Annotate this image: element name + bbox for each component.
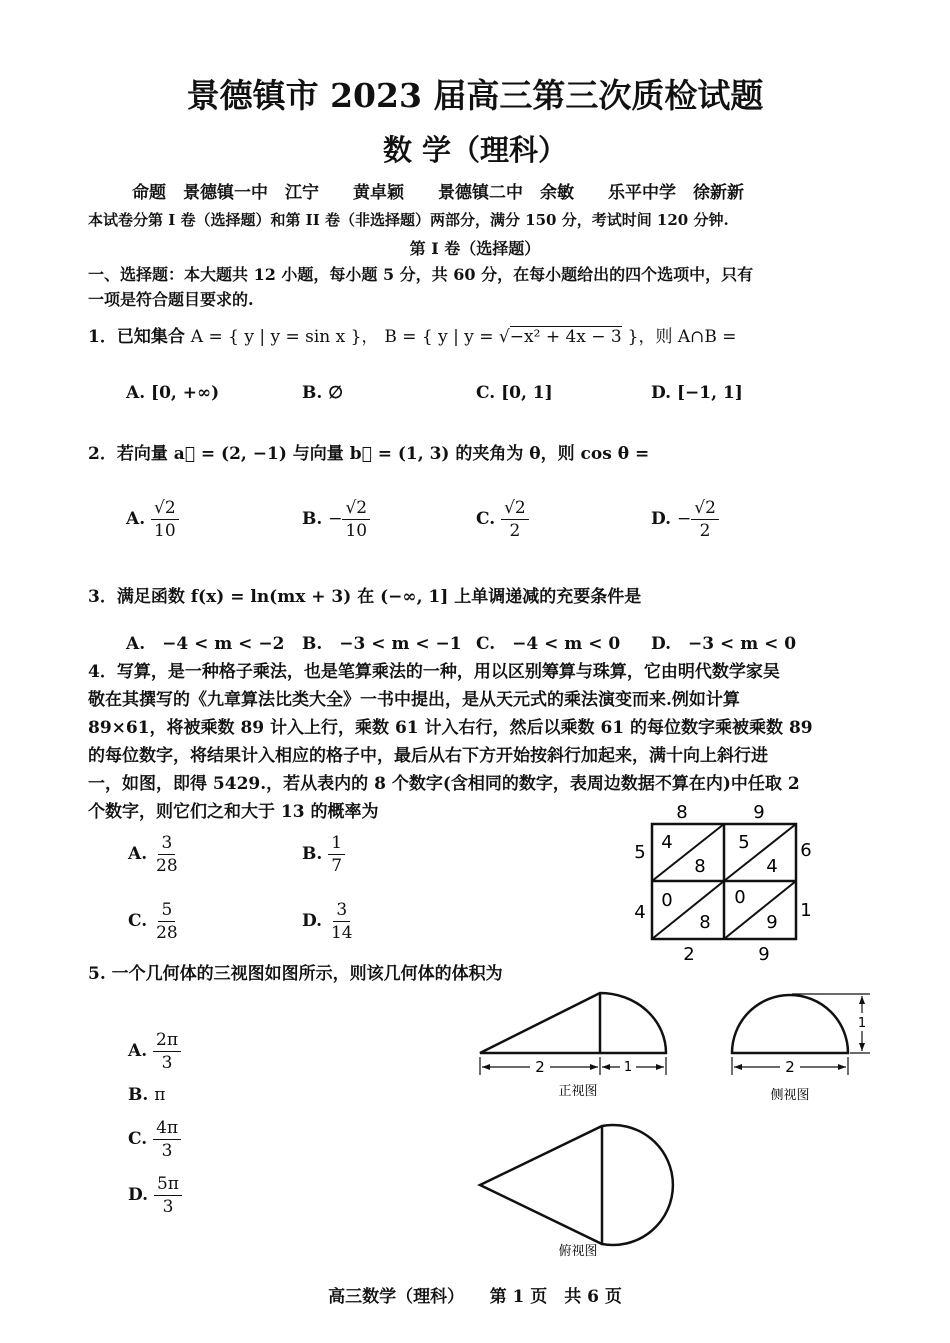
grid-cell-digit: 5: [738, 832, 750, 853]
q3-option-c: C. −4 < m < 0: [476, 634, 621, 654]
q1-set-b-radicand: −x² + 4x − 3: [509, 327, 622, 347]
grid-top-digit: 9: [753, 802, 765, 823]
grid-cell-digit: 8: [699, 912, 711, 933]
grid-cell-digit: 4: [766, 856, 778, 877]
front-view-label: 正视图: [558, 1084, 598, 1099]
grid-diagonal: [724, 824, 796, 881]
q1-stem: [88, 326, 737, 348]
q4-option-b: B. $\frac{1}{7}$: [302, 833, 345, 876]
side-dim-height: 1: [857, 1016, 867, 1031]
page-footer: 高三数学（理科） 第 1 页 共 6 页: [328, 1287, 622, 1307]
front-view-outline: [480, 993, 666, 1053]
grid-right-digit: 6: [800, 840, 812, 861]
grid-top-digit: 8: [676, 802, 688, 823]
grid-bottom-digit: 2: [683, 944, 695, 965]
q2-option-b: B. − $\frac{√2}{10}$: [302, 498, 370, 541]
q4-option-a-fraction: $\frac{3}{28}$: [156, 833, 178, 876]
q5-option-c: C. $\frac{4\pi}{3}$: [128, 1118, 181, 1161]
q4-line-6: 个数字，则它们之和大于 13 的概率为: [88, 802, 379, 822]
q2-option-d-fraction: $\frac{√2}{2}$: [691, 498, 719, 541]
q5-option-d-fraction: $\frac{5\pi}{3}$: [154, 1174, 182, 1217]
q4-option-a: A. $\frac{3}{28}$: [128, 833, 181, 876]
q1-option-a: A. [0, +∞): [126, 383, 220, 403]
front-dim-2: 2: [535, 1058, 545, 1076]
q5-option-a: A. $\frac{2\pi}{3}$: [128, 1030, 181, 1073]
q1-option-d: D. [−1, 1]: [651, 383, 743, 403]
side-view-semicircle: [732, 995, 848, 1053]
q2-option-a-fraction: $\frac{√2}{10}$: [151, 498, 179, 541]
grid-cell-digit: 0: [734, 887, 746, 908]
q3-stem: 3．满足函数 f(x) = ln(mx + 3) 在 (−∞, 1] 上单调递减的充要条件是: [88, 587, 642, 607]
grid-cell-digit: 9: [766, 912, 778, 933]
q4-option-c-fraction: $\frac{5}{28}$: [156, 900, 178, 943]
q1-set-a: A = { y | y = sin x }，: [190, 327, 379, 347]
q2-option-a: A. $\frac{√2}{10}$: [126, 498, 179, 541]
front-dim-1: 1: [623, 1060, 633, 1075]
q4-line-4: 的每位数字，将结果计入相应的格子中，最后从右下方开始按斜行加起来，满十向上斜行进: [88, 746, 768, 766]
q4-line-1: 4．写算，是一种格子乘法，也是笔算乘法的一种，用以区别筹算与珠算，它由明代数学家吴: [88, 662, 780, 682]
section-heading-line1: 一、选择题：本大题共 12 小题，每小题 5 分，共 60 分，在每小题给出的四个选项中，只有: [88, 265, 754, 284]
grid-left-digit: 4: [634, 902, 646, 923]
section-heading-line2: 一项是符合题目要求的.: [88, 290, 254, 309]
side-view: [732, 994, 870, 1103]
q2-option-c-fraction: $\frac{√2}{2}$: [501, 498, 529, 541]
grid-cell-digit: 0: [661, 890, 673, 911]
q4-line-3: 89×61，将被乘数 89 计入上行，乘数 61 计入右行，然后以乘数 61 的每位数字乘被乘数 89: [88, 718, 813, 738]
q4-option-c: C. $\frac{5}{28}$: [128, 900, 181, 943]
q5-stem: 5. 一个几何体的三视图如图所示，则该几何体的体积为: [88, 964, 503, 984]
grid-cell-digit: 8: [694, 856, 706, 877]
front-view: [480, 993, 666, 1099]
q1-prefix: 1．已知集合: [88, 327, 185, 347]
q2-option-d: D. − $\frac{√2}{2}$: [651, 498, 719, 541]
q1-option-c: C. [0, 1]: [476, 383, 553, 403]
q2-option-c: C. $\frac{√2}{2}$: [476, 498, 529, 541]
top-view-outline: [480, 1125, 673, 1245]
q5-option-c-fraction: $\frac{4\pi}{3}$: [153, 1118, 181, 1161]
volume-title: 第 I 卷（选择题）: [409, 239, 541, 258]
q4-option-b-fraction: $\frac{1}{7}$: [328, 833, 345, 876]
q1-set-b-prefix: B = { y | y = √: [384, 327, 510, 347]
subject-title: 数 学（理科）: [382, 133, 568, 167]
q3-option-d: D. −3 < m < 0: [651, 634, 797, 654]
lattice-multiplication-grid: [622, 798, 822, 968]
q3-option-b: B. −3 < m < −1: [302, 634, 462, 654]
q1-option-b: B. ∅: [302, 383, 344, 403]
grid-left-digit: 5: [634, 842, 646, 863]
grid-cell-digit: 4: [661, 832, 673, 853]
top-view: [480, 1125, 673, 1259]
q2-stem: 2．若向量 a⃗ = (2, −1) 与向量 b⃗ = (1, 3) 的夹角为 θ，则 cos θ =: [88, 444, 650, 464]
grid-right-digit: 1: [800, 900, 812, 921]
q5-option-a-fraction: $\frac{2\pi}{3}$: [153, 1030, 181, 1073]
q5-option-d: D. $\frac{5\pi}{3}$: [128, 1174, 182, 1217]
authors-line: 命题 景德镇一中 江宁 黄卓颖 景德镇二中 余敏 乐平中学 徐新新: [132, 183, 744, 203]
exam-title: 景德镇市 2023 届高三第三次质检试题: [186, 76, 764, 115]
top-view-label: 俯视图: [558, 1244, 598, 1259]
three-view-figure: [470, 985, 890, 1265]
q2-option-b-fraction: $\frac{√2}{10}$: [342, 498, 370, 541]
q4-line-2: 敬在其撰写的《九章算法比类大全》一书中提出，是从天元式的乘法演变而来.例如计算: [88, 690, 740, 710]
grid-bottom-digit: 9: [758, 944, 770, 965]
q4-line-5: 一，如图，即得 5429.，若从表内的 8 个数字(含相同的数字，表周边数据不算在内)中任取 2: [88, 774, 800, 794]
q3-option-a: A. −4 < m < −2: [126, 634, 285, 654]
q4-option-d: D. $\frac{3}{14}$: [302, 900, 356, 943]
exam-notice: 本试卷分第 I 卷（选择题）和第 II 卷（非选择题）两部分，满分 150 分，考试时间 120 分钟.: [88, 211, 729, 229]
side-view-label: 侧视图: [770, 1088, 810, 1103]
side-dim-width: 2: [785, 1058, 795, 1076]
q4-option-d-fraction: $\frac{3}{14}$: [330, 900, 353, 943]
q5-option-b: B. π: [128, 1085, 166, 1105]
q1-set-b-suffix: }，则 A∩B =: [627, 327, 737, 347]
